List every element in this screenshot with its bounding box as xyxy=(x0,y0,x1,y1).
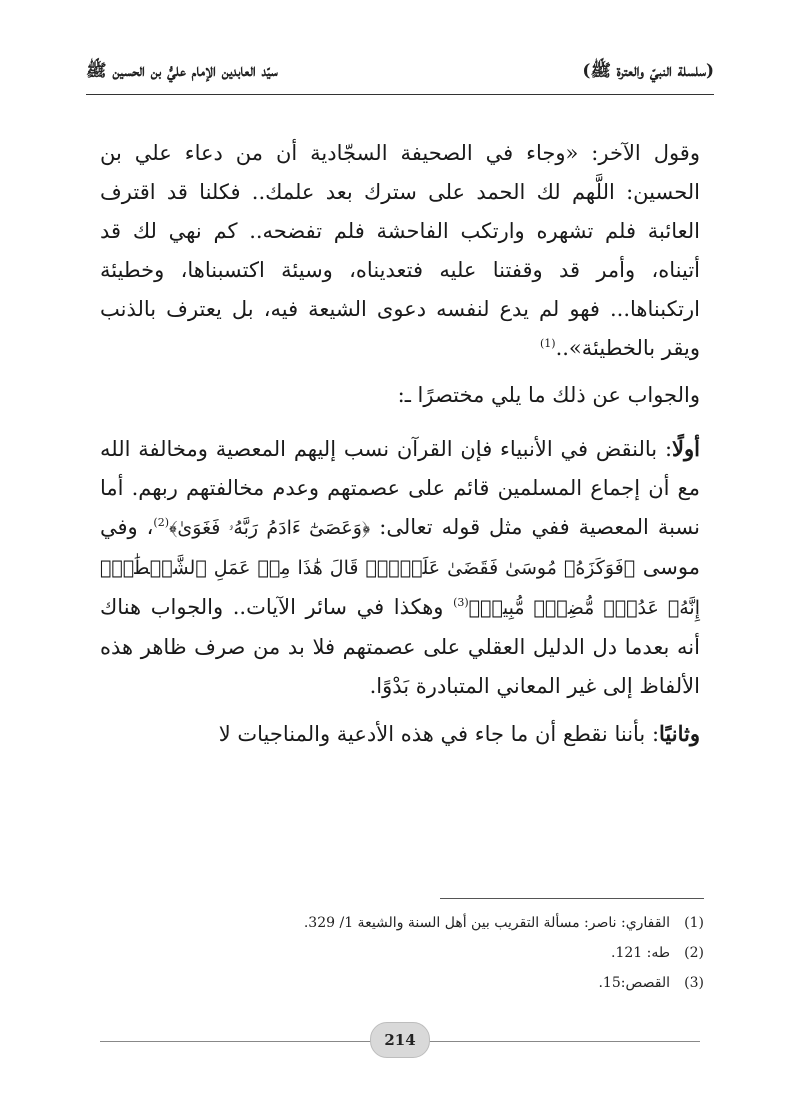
footnote-2 xyxy=(100,938,704,968)
footnote-1 xyxy=(100,908,704,938)
paragraph-second-point xyxy=(100,714,700,754)
footnote-2-number: (2) xyxy=(684,945,704,961)
header-book-title: سيّد العابدين الإمام عليُّ بن الحسين ﷺ xyxy=(86,60,278,81)
footnote-divider xyxy=(440,898,704,899)
header-divider xyxy=(86,94,714,95)
first-point-heading: أولًا xyxy=(672,436,700,461)
paragraph-quote xyxy=(100,134,700,368)
paragraph-answer-intro: والجواب عن ذلك ما يلي مختصرًا ـ: xyxy=(397,383,700,407)
footnote-1-text: القفاري: ناصر: مسألة التقريب بين أهل السنة والشيعة 1/ 329. xyxy=(303,915,670,931)
footnote-3 xyxy=(100,968,704,998)
footnote-1-number: (1) xyxy=(684,915,704,931)
footnote-3-text: القصص:15. xyxy=(598,975,670,991)
header-series-title: (سلسلة النبيّ والعترة ﷺ) xyxy=(582,60,714,81)
footnotes xyxy=(100,908,704,998)
quran-verse-taha: ﴿وَعَصَىٰٓ ءَادَمُ رَبَّهُۥ فَغَوَىٰ﴾ xyxy=(169,517,371,539)
page-number: 214 xyxy=(370,1022,430,1058)
footnote-2-text: طه: 121. xyxy=(610,945,670,961)
page-footer xyxy=(100,1022,700,1062)
quran-verse-qasas: ﴿فَوَكَزَهُۥ مُوسَىٰ فَقَضَىٰ عَلَيۡهِۖ قَالَ هَٰذَا مِنۡ عَمَلِ ٱلشَّيۡطَٰنِۖ إِنَّهُۥ عَدُوّٞ مُّضِلّٞ مُّبِينٞ﴾ xyxy=(100,557,700,619)
first-point-text-a: : بالنقض في الأنبياء فإن القرآن نسب إليهم المعصية ومخالفة الله مع أن إجماع المسلمين قائم على عصمتهم وعدم مخالفتهم ربهم. أما نسبة المعصية ففي مثل قوله تعالى: xyxy=(100,437,700,539)
first-point-text-b: ، وفي موسى xyxy=(100,515,700,579)
paragraph-first-point xyxy=(100,429,700,706)
running-header xyxy=(86,55,714,89)
paragraph-quote-text: وقول الآخر: «وجاء في الصحيفة السجّادية أن من دعاء علي بن الحسين: اللَّهم لك الحمد على سترك بعد علمك.. فكلنا قد اقترف العائبة فلم تشهره وارتكب الفاحشة فلم تفضحه.. كم نهي لك قد أتيناه، وأمر قد وقفتنا عليه فتعديناه، وسيئة اكتسبناها، وخطيئة ارتكبناها... فهو لم يدع لنفسه دعوى الشيعة فيه، بل يعترف بالذنب ويقر بالخطيئة».. xyxy=(100,141,700,360)
footnote-ref-3: (3) xyxy=(453,596,469,609)
footnote-ref-1: (1) xyxy=(539,337,556,350)
first-point-text-c: وهكذا في سائر الآيات.. والجواب هناك أنه بعدما دل الدليل العقلي على عصمتهم فلا بد من صرف ظاهر هذه الألفاظ إلى غير المعاني المتبادرة بَدْوًا. xyxy=(100,595,700,698)
second-point-text: : بأننا نقطع أن ما جاء في هذه الأدعية والمناجيات لا xyxy=(218,722,660,746)
footnote-3-number: (3) xyxy=(684,975,704,991)
second-point-heading: وثانيًا xyxy=(659,721,700,746)
footnote-ref-2: (2) xyxy=(153,516,169,529)
main-text xyxy=(100,134,700,754)
